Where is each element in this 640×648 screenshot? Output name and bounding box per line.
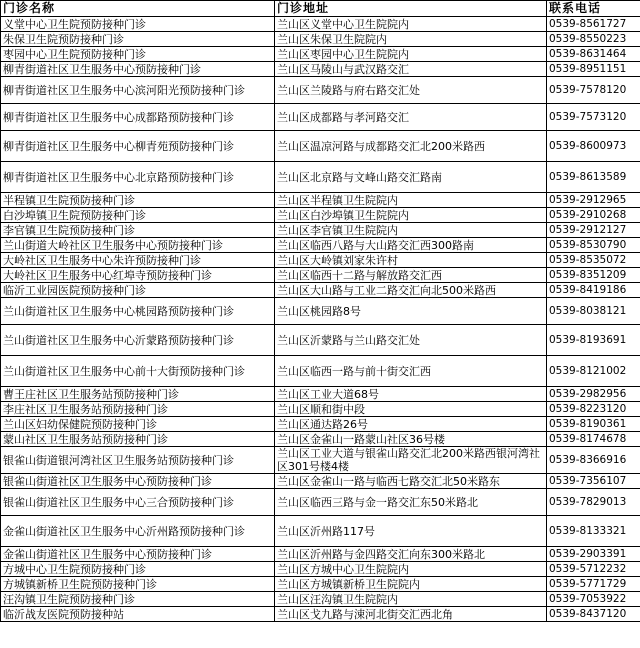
clinic-phone-cell: 0539-8550223 <box>547 32 640 47</box>
clinic-name-cell: 金雀山街道社区卫生服务中心沂州路预防接种门诊 <box>1 516 275 547</box>
table-row <box>1 516 640 547</box>
clinic-address-cell: 兰山区金雀山一路蒙山社区36号楼 <box>275 432 547 447</box>
clinic-name-cell: 银雀山街道社区卫生服务中心预防接种门诊 <box>1 474 275 489</box>
table-row <box>1 62 640 77</box>
clinic-name-cell: 方城中心卫生院预防接种门诊 <box>1 562 275 577</box>
clinic-address-cell: 兰山区方城镇新桥卫生院院内 <box>275 577 547 592</box>
clinic-name-cell: 大岭社区卫生服务中心朱许预防接种门诊 <box>1 253 275 268</box>
clinic-phone-cell: 0539-8351209 <box>547 268 640 283</box>
clinic-name-cell: 临沂工业园医院预防接种门诊 <box>1 283 275 298</box>
table-row <box>1 131 640 162</box>
clinic-name-cell: 银雀山街道社区卫生服务中心三合预防接种门诊 <box>1 489 275 516</box>
clinic-name-cell: 兰山街道社区卫生服务中心沂蒙路预防接种门诊 <box>1 325 275 356</box>
clinic-name-cell: 兰山街道社区卫生服务中心桃园路预防接种门诊 <box>1 298 275 325</box>
clinic-address-cell: 兰山区李官镇卫生院院内 <box>275 223 547 238</box>
table-row <box>1 489 640 516</box>
table-row <box>1 562 640 577</box>
clinic-phone-cell: 0539-8561727 <box>547 17 640 32</box>
clinic-address-cell: 兰山区义堂中心卫生院院内 <box>275 17 547 32</box>
clinic-address-cell: 兰山区枣园中心卫生院院内 <box>275 47 547 62</box>
clinic-address-cell: 兰山区工业大道与银雀山路交汇北200米路西银河湾社区301号楼4楼 <box>275 447 547 474</box>
clinic-phone-cell: 0539-7053922 <box>547 592 640 607</box>
table-row <box>1 268 640 283</box>
table-row <box>1 387 640 402</box>
clinic-phone-cell: 0539-5771729 <box>547 577 640 592</box>
clinic-phone-cell: 0539-8190361 <box>547 417 640 432</box>
clinic-address-cell: 兰山区沂州路117号 <box>275 516 547 547</box>
clinic-name-cell: 兰山街道大岭社区卫生服务中心预防接种门诊 <box>1 238 275 253</box>
table-row <box>1 208 640 223</box>
table-row <box>1 253 640 268</box>
table-row <box>1 238 640 253</box>
clinic-name-cell: 兰山街道社区卫生服务中心前十大街预防接种门诊 <box>1 356 275 387</box>
table-row <box>1 104 640 131</box>
clinic-phone-cell: 0539-8951151 <box>547 62 640 77</box>
clinic-phone-cell: 0539-2910268 <box>547 208 640 223</box>
table-row <box>1 47 640 62</box>
clinic-name-cell: 柳青街道社区卫生服务中心北京路预防接种门诊 <box>1 162 275 193</box>
clinic-address-cell: 兰山区成都路与孝河路交汇 <box>275 104 547 131</box>
clinic-name-cell: 柳青街道社区卫生服务中心柳青苑预防接种门诊 <box>1 131 275 162</box>
clinic-address-cell: 兰山区工业大道68号 <box>275 387 547 402</box>
clinic-address-cell: 兰山区顺和街中段 <box>275 402 547 417</box>
clinic-phone-cell: 0539-8121002 <box>547 356 640 387</box>
clinic-address-cell: 兰山区临西八路与大山路交汇西300路南 <box>275 238 547 253</box>
clinic-name-cell: 李庄社区卫生服务站预防接种门诊 <box>1 402 275 417</box>
table-row <box>1 577 640 592</box>
clinic-name-cell: 金雀山街道社区卫生服务中心预防接种门诊 <box>1 547 275 562</box>
table-row <box>1 283 640 298</box>
clinic-address-cell: 兰山区临西十二路与解放路交汇西 <box>275 268 547 283</box>
table-row <box>1 607 640 622</box>
clinic-address-cell: 兰山区临西一路与前十街交汇西 <box>275 356 547 387</box>
clinic-address-cell: 兰山区白沙埠镇卫生院院内 <box>275 208 547 223</box>
header-phone: 联系电话 <box>547 1 640 17</box>
clinic-phone-cell: 0539-8223120 <box>547 402 640 417</box>
clinic-name-cell: 枣园中心卫生院预防接种门诊 <box>1 47 275 62</box>
table-row <box>1 356 640 387</box>
clinic-address-cell: 兰山区马陵山与武汉路交汇 <box>275 62 547 77</box>
clinic-address-cell: 兰山区兰陵路与府右路交汇处 <box>275 77 547 104</box>
clinic-phone-cell: 0539-8613589 <box>547 162 640 193</box>
clinic-phone-cell: 0539-2903391 <box>547 547 640 562</box>
clinic-address-cell: 兰山区温凉河路与成都路交汇北200米路西 <box>275 131 547 162</box>
table-row <box>1 298 640 325</box>
table-row <box>1 417 640 432</box>
clinic-address-cell: 兰山区戈九路与涑河北街交汇西北角 <box>275 607 547 622</box>
table-row <box>1 402 640 417</box>
table-row <box>1 325 640 356</box>
clinic-phone-cell: 0539-8530790 <box>547 238 640 253</box>
clinic-name-cell: 白沙埠镇卫生院预防接种门诊 <box>1 208 275 223</box>
table-row <box>1 32 640 47</box>
clinic-name-cell: 汪沟镇卫生院预防接种门诊 <box>1 592 275 607</box>
clinic-phone-cell: 0539-7578120 <box>547 77 640 104</box>
clinic-address-cell: 兰山区北京路与文峰山路交汇路南 <box>275 162 547 193</box>
clinic-phone-cell: 0539-8366916 <box>547 447 640 474</box>
clinic-phone-cell: 0539-2982956 <box>547 387 640 402</box>
clinic-address-cell: 兰山区方城中心卫生院院内 <box>275 562 547 577</box>
table-row <box>1 17 640 32</box>
clinic-name-cell: 大岭社区卫生服务中心红埠寺预防接种门诊 <box>1 268 275 283</box>
clinic-address-cell: 兰山区临西三路与金一路交汇东50米路北 <box>275 489 547 516</box>
clinic-phone-cell: 0539-8174678 <box>547 432 640 447</box>
table-row <box>1 447 640 474</box>
clinic-phone-cell: 0539-5712232 <box>547 562 640 577</box>
clinic-address-cell: 兰山区金雀山一路与临西七路交汇北50米路东 <box>275 474 547 489</box>
table-row <box>1 223 640 238</box>
table-row <box>1 193 640 208</box>
header-row <box>1 1 640 17</box>
clinic-address-cell: 兰山区大山路与工业二路交汇向北500米路西 <box>275 283 547 298</box>
clinic-phone-cell: 0539-8535072 <box>547 253 640 268</box>
clinic-phone-cell: 0539-7829013 <box>547 489 640 516</box>
clinic-name-cell: 朱保卫生院预防接种门诊 <box>1 32 275 47</box>
clinic-phone-cell: 0539-7356107 <box>547 474 640 489</box>
clinic-address-cell: 兰山区沂州路与金四路交汇向东300米路北 <box>275 547 547 562</box>
clinic-phone-cell: 0539-8419186 <box>547 283 640 298</box>
clinic-name-cell: 柳青街道社区卫生服务中心滨河阳光预防接种门诊 <box>1 77 275 104</box>
clinic-address-cell: 兰山区沂蒙路与兰山路交汇处 <box>275 325 547 356</box>
table-row <box>1 162 640 193</box>
clinic-phone-cell: 0539-2912965 <box>547 193 640 208</box>
table-row <box>1 474 640 489</box>
header-name: 门诊名称 <box>1 1 275 17</box>
clinic-phone-cell: 0539-8631464 <box>547 47 640 62</box>
clinic-name-cell: 曹王庄社区卫生服务站预防接种门诊 <box>1 387 275 402</box>
clinic-name-cell: 兰山区妇幼保健院预防接种门诊 <box>1 417 275 432</box>
clinic-address-cell: 兰山区通达路26号 <box>275 417 547 432</box>
clinic-name-cell: 临沂战友医院预防接种站 <box>1 607 275 622</box>
clinic-name-cell: 蒙山社区卫生服务站预防接种门诊 <box>1 432 275 447</box>
header-address: 门诊地址 <box>275 1 547 17</box>
clinic-name-cell: 柳青街道社区卫生服务中心预防接种门诊 <box>1 62 275 77</box>
clinic-name-cell: 柳青街道社区卫生服务中心成都路预防接种门诊 <box>1 104 275 131</box>
clinic-name-cell: 银雀山街道银河湾社区卫生服务站预防接种门诊 <box>1 447 275 474</box>
clinic-address-cell: 兰山区半程镇卫生院院内 <box>275 193 547 208</box>
table-row <box>1 547 640 562</box>
clinic-name-cell: 义堂中心卫生院预防接种门诊 <box>1 17 275 32</box>
clinic-phone-cell: 0539-2912127 <box>547 223 640 238</box>
clinic-address-cell: 兰山区朱保卫生院院内 <box>275 32 547 47</box>
clinic-phone-cell: 0539-8038121 <box>547 298 640 325</box>
clinic-phone-cell: 0539-7573120 <box>547 104 640 131</box>
table-row <box>1 77 640 104</box>
table-row <box>1 432 640 447</box>
table-row <box>1 592 640 607</box>
clinic-phone-cell: 0539-8600973 <box>547 131 640 162</box>
clinic-name-cell: 方城镇新桥卫生院预防接种门诊 <box>1 577 275 592</box>
clinic-phone-cell: 0539-8193691 <box>547 325 640 356</box>
clinic-address-cell: 兰山区桃园路8号 <box>275 298 547 325</box>
clinic-address-cell: 兰山区汪沟镇卫生院院内 <box>275 592 547 607</box>
clinic-name-cell: 半程镇卫生院预防接种门诊 <box>1 193 275 208</box>
clinic-phone-cell: 0539-8437120 <box>547 607 640 622</box>
clinic-name-cell: 李官镇卫生院预防接种门诊 <box>1 223 275 238</box>
clinic-phone-cell: 0539-8133321 <box>547 516 640 547</box>
clinic-address-cell: 兰山区大岭镇刘家朱许村 <box>275 253 547 268</box>
